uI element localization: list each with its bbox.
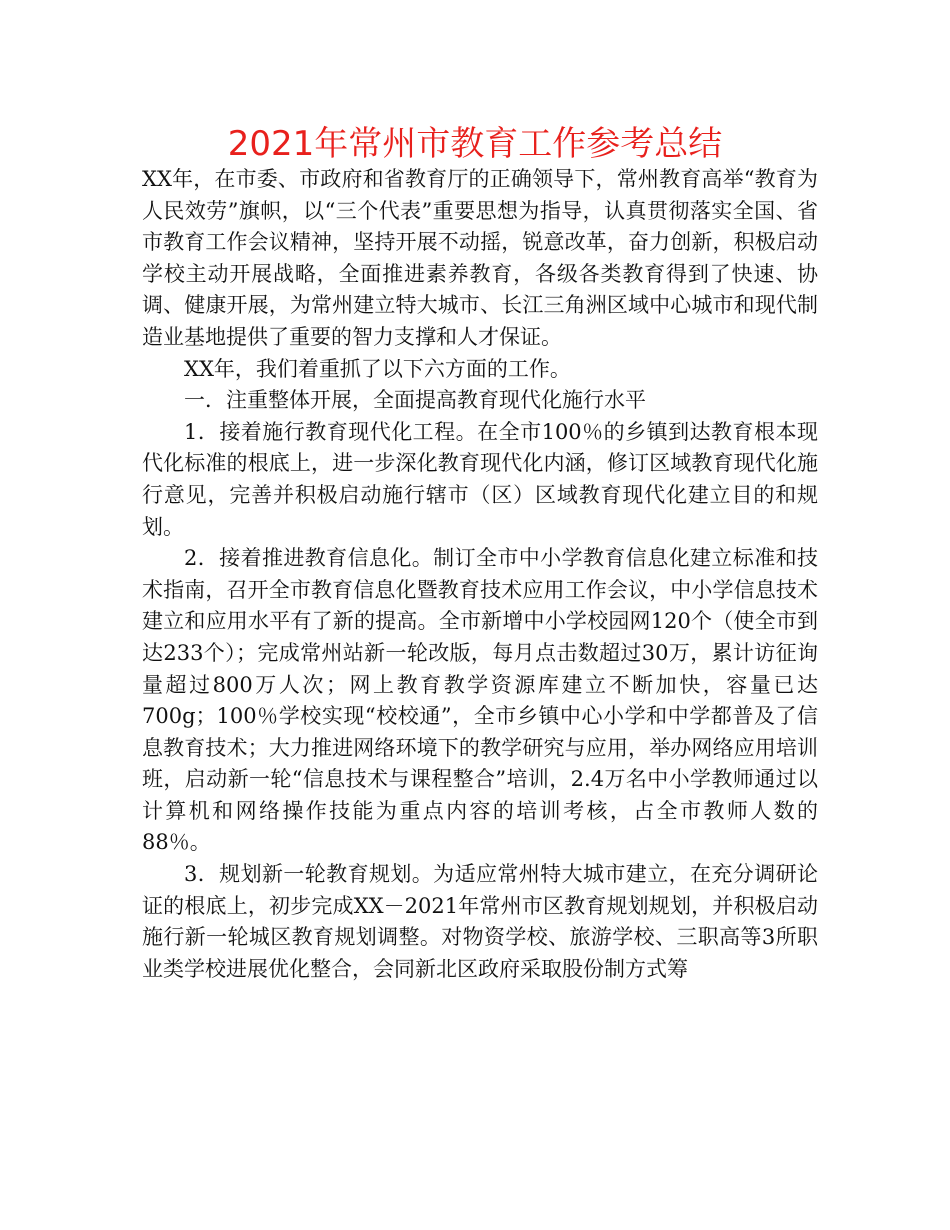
paragraph-item-3: 3．规划新一轮教育规划。为适应常州特大城市建立，在充分调研论证的根底上，初步完成XX－2021年常州市区教育规划规划，并积极启动施行新一轮城区教育规划调整。对物资学校、旅游学校、三职高等3所职业类学校进展优化整合，会同新北区政府采取股份制方式筹 xyxy=(142,862,818,981)
paragraph-item-2: 2．接着推进教育信息化。制订全市中小学教育信息化建立标准和技术指南，召开全市教育信息化暨教育技术应用工作会议，中小学信息技术建立和应用水平有了新的提高。全市新增中小学校园网120个（使全市到达233个）；完成常州站新一轮改版，每月点击数超过30万，累计访征询量超过800万人次；网上教育教学资源库建立不断加快，容量已达700g；100％学校实现“校校通”，全市乡镇中心小学和中学都普及了信息教育技术；大力推进网络环境下的教学研究与应用，举办网络应用培训班，启动新一轮“信息技术与课程整合”培训，2.4万名中小学教师通过以计算机和网络操作技能为重点内容的培训考核，占全市教师人数的88％。 xyxy=(142,546,818,855)
paragraph-intro: XX年，在市委、市政府和省教育厅的正确领导下，常州教育高举“教育为人民效劳”旗帜，以“三个代表”重要思想为指导，认真贯彻落实全国、省市教育工作会议精神，坚持开展不动摇，锐意改革，奋力创新，积极启动学校主动开展战略，全面推进素养教育，各级各类教育得到了快速、协调、健康开展，为常州建立特大城市、长江三角洲区域中心城市和现代制造业基地提供了重要的智力支撑和人才保证。 xyxy=(142,167,818,349)
document-body xyxy=(142,164,818,985)
paragraph-overview: XX年，我们着重抓了以下六方面的工作。 xyxy=(184,356,571,381)
paragraph-item-1: 1．接着施行教育现代化工程。在全市100％的乡镇到达教育根本现代化标准的根底上，进一步深化教育现代化内涵，修订区域教育现代化施行意见，完善并积极启动施行辖市（区）区域教育现代化建立目的和规划。 xyxy=(142,419,818,539)
document-title: 2021年常州市教育工作参考总结 xyxy=(227,124,723,164)
section-heading-1: 一．注重整体开展，全面提高教育现代化施行水平 xyxy=(184,388,646,413)
